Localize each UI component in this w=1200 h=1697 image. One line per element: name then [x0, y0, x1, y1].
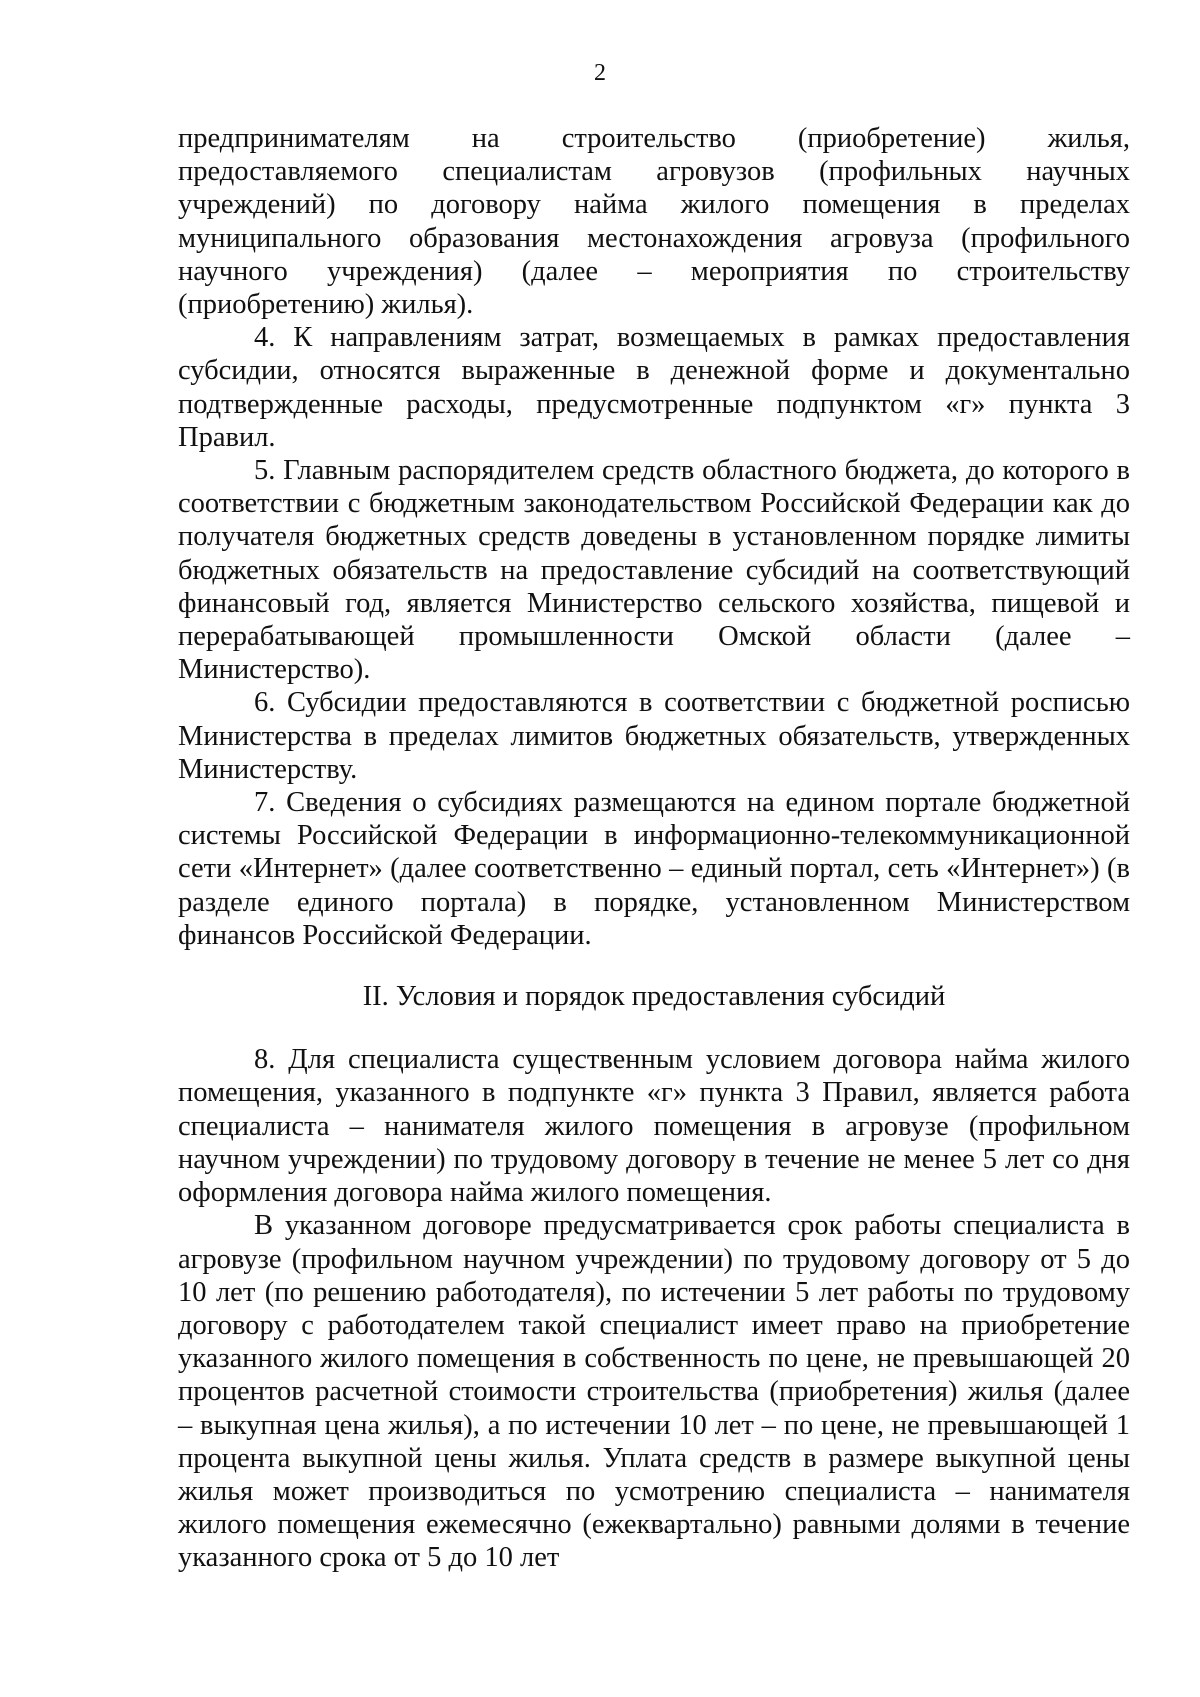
paragraph-intro-continuation: предпринимателям на строительство (приобретение) жилья, предоставляемого специалистам агровузов (профильных научных учреждений) по договору найма жилого помещения в пределах муниципального образования местонахождения агровуза (профильного научного учреждения) (далее – мероприятия по строительству (приобретению) жилья). — [178, 123, 1130, 321]
page-number: 2 — [594, 60, 606, 86]
paragraph-7: 7. Сведения о субсидиях размещаются на едином портале бюджетной системы Российской Федерации в информационно-телекоммуникационной сети «Интернет» (далее соответственно – единый портал, сеть «Интернет») (в разделе единого портала) в порядке, установленном Министерством финансов Российской Федерации. — [178, 787, 1130, 951]
paragraph-5: 5. Главным распорядителем средств областного бюджета, до которого в соответствии с бюджетным законодательством Российской Федерации как до получателя бюджетных средств доведены в установленном порядке лимиты бюджетных обязательств на предоставление субсидий на соответствующий финансовый год, является Министерство сельского хозяйства, пищевой и перерабатывающей промышленности Омской области (далее – Министерство). — [178, 455, 1130, 686]
section-heading: II. Условия и порядок предоставления субсидий — [362, 981, 946, 1013]
document-body — [178, 122, 1130, 1575]
paragraph-4: 4. К направлениям затрат, возмещаемых в рамках предоставления субсидии, относятся выраженные в денежной форме и документально подтвержденные расходы, предусмотренные подпунктом «г» пункта 3 Правил. — [178, 322, 1130, 453]
paragraph-8-continued: В указанном договоре предусматривается срок работы специалиста в агровузе (профильном научном учреждении) по трудовому договору от 5 до 10 лет (по решению работодателя), по истечении 5 лет работы по трудовому договору с работодателем такой специалист имеет право на приобретение указанного жилого помещения в собственность по цене, не превышающей 20 процентов расчетной стоимости строительства (приобретения) жилья (далее – выкупная цена жилья), а по истечении 10 лет – по цене, не превышающей 1 процента выкупной цены жилья. Уплата средств в размере выкупной цены жилья может производиться по усмотрению специалиста – нанимателя жилого помещения ежемесячно (ежеквартально) равными долями в течение указанного срока от 5 до 10 лет — [178, 1210, 1130, 1574]
paragraph-8: 8. Для специалиста существенным условием договора найма жилого помещения, указанного в подпункте «г» пункта 3 Правил, является работа специалиста – нанимателя жилого помещения в агровузе (профильном научном учреждении) по трудовому договору в течение не менее 5 лет со дня оформления договора найма жилого помещения. — [178, 1044, 1130, 1209]
paragraph-6: 6. Субсидии предоставляются в соответствии с бюджетной росписью Министерства в пределах лимитов бюджетных обязательств, утвержденных Министерству. — [178, 687, 1130, 785]
